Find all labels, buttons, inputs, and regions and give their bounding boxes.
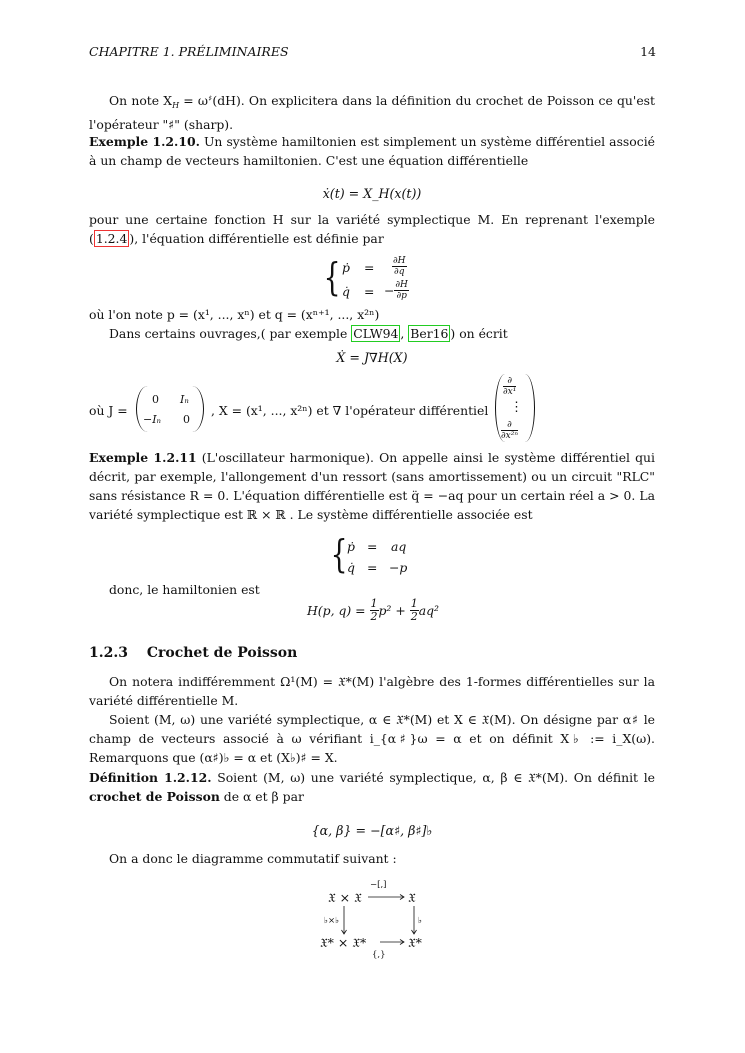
p1-sup: ♯ <box>207 94 213 103</box>
paragraph-omega: On notera indifféremment Ω¹(M) = 𝔛*(M) l'algèbre des 1-formes différentielles sur la variété différentielle M. <box>89 674 655 708</box>
sys2-r2-rhs: −p <box>389 560 408 575</box>
paragraph-notation-pq: où l'on note p = (x¹, ..., xⁿ) et q = (xⁿ⁺¹, ..., x²ⁿ) <box>89 307 380 322</box>
matrix-mid-text: , X = (x¹, ..., x²ⁿ) et ∇ l'opérateur différentiel <box>211 403 489 418</box>
matrix-J <box>136 386 206 434</box>
diagram-bottom-label: {,} <box>372 950 386 960</box>
paragraph-diagramme: On a donc le diagramme commutatif suivant : <box>109 851 397 866</box>
left-brace-icon: { <box>323 255 341 299</box>
matrix-m12: Iₙ <box>180 393 189 406</box>
vector-vdots: ⋮ <box>510 400 523 415</box>
paragraph-reprenant <box>89 210 655 248</box>
diagram-top-left: 𝔛 × 𝔛 <box>328 890 362 905</box>
matrix-m11: 0 <box>152 393 159 406</box>
gradient-vector <box>495 374 537 444</box>
ref-link-ber16[interactable]: Ber16 <box>410 326 449 341</box>
paragraph-ouvrages: Dans certains ouvrages,( par exemple CLW94 , Ber16 ) on écrit <box>109 326 508 341</box>
sys2-r1-rhs: aq <box>391 539 407 554</box>
p4-text-a: Dans certains ouvrages,( par exemple <box>109 326 352 341</box>
equation-gradient: Ẋ = J∇H(X) <box>336 350 408 365</box>
paragraph-sharp-operator <box>89 89 655 134</box>
section-number: 1.2.3 <box>89 645 128 661</box>
vector-v2: $\frac{\partial}{\text{∂x²ⁿ}}$ <box>501 420 518 441</box>
equation-hamiltonian-system: ẋ(t) = X_H(x(t)) <box>322 186 422 201</box>
diagram-bottom-left: 𝔛* × 𝔛* <box>320 935 367 950</box>
paragraph-soient: Soient (M, ω) une variété symplectique, α ∈ 𝔛*(M) et X ∈ 𝔛(M). On désigne par α♯ le champ de vecteurs associé à ω vérifiant i_{α♯}ω = α et on définit X♭ := i_X(ω). Remarquons que (α♯)♭ = α et (X♭)♯ = X. <box>89 712 655 765</box>
chapter-title: CHAPITRE 1. PRÉLIMINAIRES <box>89 44 289 59</box>
vector-v1: $\frac{\partial}{\text{∂x¹}}$ <box>503 376 517 397</box>
example-text-2: On appelle ainsi le système différentiel qui décrit, par exemple, l'allongement d'un ressort (sans amortissement) ou un circuit "RLC" sans résistance R = 0. L'équation différentielle est q̈ = −aq pour un certain réel a > 0. La variété symplectique est ℝ × ℝ . Le système différentielle associée est <box>89 450 655 522</box>
p2-text-b: ), l'équation différentielle est définie par <box>129 231 384 246</box>
p1-text-a: On note X <box>109 93 173 108</box>
left-brace-icon-2: { <box>330 532 348 576</box>
section-title: Crochet de Poisson <box>146 645 298 661</box>
sys1-r1-eq: = <box>364 260 375 275</box>
commutative-diagram <box>320 880 430 960</box>
sys2-r1-lhs: ṗ <box>347 539 355 554</box>
diagram-top-right: 𝔛 <box>408 890 416 905</box>
p1-sub: H <box>172 101 180 110</box>
sys2-r1-eq: = <box>367 539 378 554</box>
section-heading <box>89 645 297 661</box>
matrix-m22: 0 <box>183 413 190 426</box>
definition-text-b: de α et β par <box>219 789 304 804</box>
definition-label: Définition 1.2.12. <box>89 770 212 785</box>
p2-text-a: pour une certaine fonction H sur la variété symplectique M. En reprenant l'exemple ( <box>89 212 655 246</box>
sys1-r1-frac: $\frac{\partial H}{\partial q}$ <box>393 256 406 277</box>
definition-1-2-12 <box>89 768 655 806</box>
p4-text-b: ) on écrit <box>450 326 508 341</box>
sys1-r2-eq: = <box>364 284 375 299</box>
matrix-prefix: où J = <box>89 403 128 418</box>
diagram-arrows <box>320 880 430 960</box>
example-sublabel-2: (L'oscillateur harmonique). <box>201 450 374 465</box>
sys1-r1-lhs: ṗ <box>342 260 350 275</box>
page-number: 14 <box>640 44 656 59</box>
definition-text-a: Soient (M, ω) une variété symplectique, α, β ∈ 𝔛*(M). On définit le <box>217 770 655 785</box>
example-label-2: Exemple 1.2.11 <box>89 450 197 465</box>
p1-text-c: (dH). On explicitera dans la définition du crochet de Poisson ce qu'est l'opérateur "♯" (sharp). <box>89 93 655 132</box>
equation-hamiltonian: H(p, q) = $\frac{1}{2}$ p² + $\frac{1}{2}$ aq² <box>307 597 439 623</box>
diagram-top-label: −[,] <box>370 880 387 890</box>
example-1-2-11 <box>89 448 655 524</box>
matrix-m21: −Iₙ <box>143 413 162 426</box>
definition-bold: crochet de Poisson <box>89 789 220 804</box>
harmonic-system <box>329 532 429 581</box>
example-1-2-10 <box>89 132 655 170</box>
example-text: Un système hamiltonien est simplement un système différentiel associé à un champ de vecteurs hamiltonien. C'est une équation différentielle <box>89 134 655 168</box>
paragraph-donc: donc, le hamiltonien est <box>109 582 260 597</box>
sys2-r2-lhs: q̇ <box>347 560 355 575</box>
diagram-left-label: ♭×♭ <box>324 916 340 926</box>
example-label: Exemple 1.2.10. <box>89 134 200 149</box>
p1-text-b: = ω <box>179 93 208 108</box>
sys1-r2-lhs: q̇ <box>342 284 350 299</box>
equation-poisson-bracket: {α, β} = −[α♯, β♯]♭ <box>311 823 433 838</box>
ref-link-1-2-4[interactable]: 1.2.4 <box>95 231 128 246</box>
running-header <box>89 44 656 59</box>
sys2-r2-eq: = <box>367 560 378 575</box>
ref-link-clw94[interactable]: CLW94 <box>353 326 399 341</box>
diagram-right-label: ♭ <box>418 916 423 926</box>
hamilton-equations-system: { ṗ = $\frac{\partial H}{\partial q}$ q̇ = − $\frac{\partial H}{\partial p}$ <box>323 255 408 301</box>
diagram-bottom-right: 𝔛* <box>408 935 422 950</box>
sys1-r2-frac: $\frac{\partial H}{\partial p}$ <box>395 280 408 301</box>
